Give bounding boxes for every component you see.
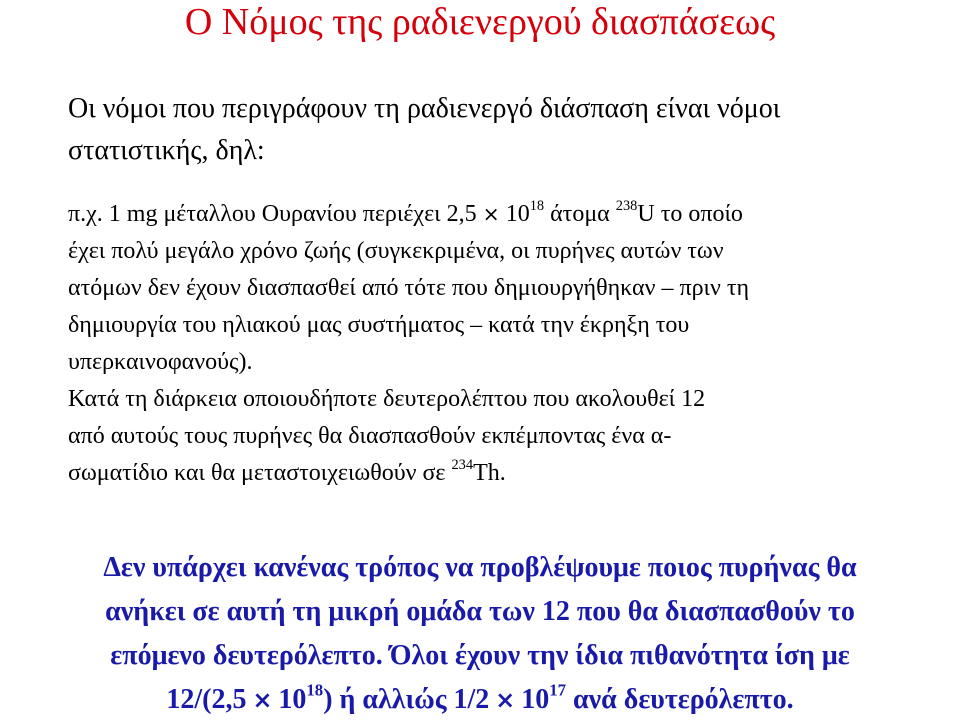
slide-title: Ο Νόμος της ραδιενεργού διασπάσεως	[184, 1, 776, 43]
times-sign: ×	[495, 686, 516, 714]
times-sign: ×	[252, 686, 273, 714]
example-line-8	[68, 455, 948, 492]
example-text: σωματίδιο και θα μεταστοιχειωθούν σε	[68, 460, 446, 486]
intro-line-2: στατιστικής, δηλ:	[68, 135, 265, 166]
times-sign: ×	[482, 202, 500, 226]
power-exponent: 17	[549, 680, 567, 700]
power-exponent: 18	[529, 198, 545, 215]
example-line-5: υπερκαινοφανούς).	[68, 349, 253, 375]
intro-line-1: Οι νόμοι που περιγράφουν τη ραδιενεργό διάσπαση είναι νόμοι	[68, 93, 781, 124]
example-line-2: έχει πολύ μεγάλο χρόνο ζωής (συγκεκριμένα, οι πυρήνες αυτών των	[68, 238, 724, 264]
example-line-4: δημιουργία του ηλιακού μας συστήματος – κατά την έκρηξη του	[68, 312, 690, 338]
example-text: U το οποίο	[637, 201, 743, 227]
conclusion-paragraph	[0, 546, 960, 722]
example-text: άτομα	[550, 201, 610, 227]
conclusion-line-4	[0, 678, 960, 722]
example-text: Th.	[473, 460, 506, 486]
isotope-mass-number: 234	[451, 457, 474, 474]
conclusion-line-2: ανήκει σε αυτή τη μικρή ομάδα των 12 που θα διασπασθούν το	[105, 596, 855, 627]
intro-paragraph	[68, 88, 938, 172]
example-paragraph	[68, 196, 948, 492]
example-line-6: Κατά τη διάρκεια οποιουδήποτε δευτερολέπτου που ακολουθεί 12	[68, 386, 706, 412]
example-line-7: από αυτούς τους πυρήνες θα διασπασθούν εκπέμποντας ένα α-	[68, 423, 672, 449]
power-exponent: 18	[306, 680, 324, 700]
conclusion-line-1: Δεν υπάρχει κανένας τρόπος να προβλέψουμε ποιος πυρήνας θα	[103, 552, 857, 583]
power-base: 10	[521, 684, 550, 715]
example-text: π.χ. 1 mg μέταλλου Ουρανίου περιέχει 2,5	[68, 201, 477, 227]
power-base: 10	[278, 684, 307, 715]
conclusion-text: ) ή αλλιώς 1/2	[323, 684, 490, 715]
conclusion-text: ανά δευτερόλεπτο.	[573, 684, 794, 715]
example-line-3: ατόμων δεν έχουν διασπασθεί από τότε που δημιουργήθηκαν – πριν τη	[68, 275, 750, 301]
power-base: 10	[505, 201, 530, 227]
isotope-mass-number: 238	[615, 198, 638, 215]
conclusion-text: 12/(2,5	[166, 684, 247, 715]
example-line-1	[68, 196, 948, 233]
conclusion-line-3: επόμενο δευτερόλεπτο. Όλοι έχουν την ίδια πιθανότητα ίση με	[110, 640, 850, 671]
